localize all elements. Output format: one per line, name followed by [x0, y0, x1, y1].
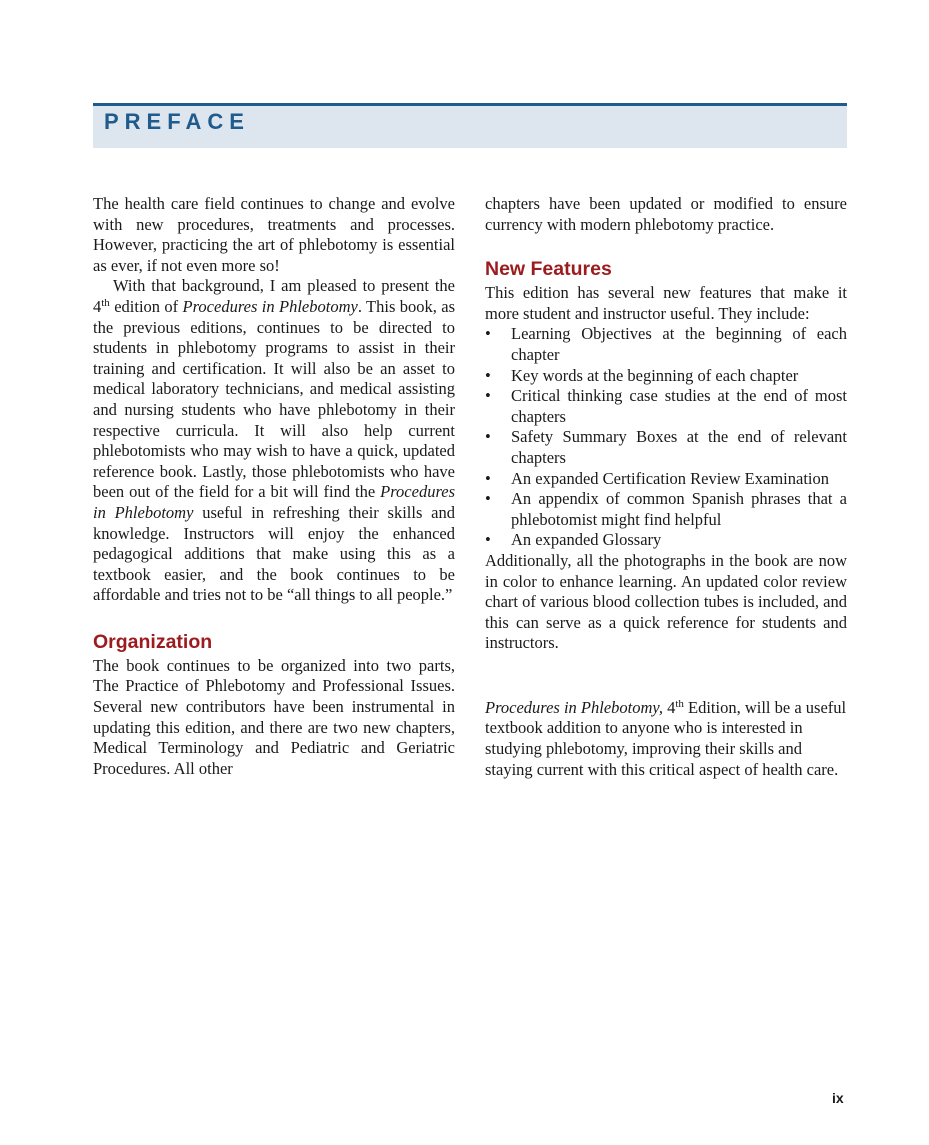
background-paragraph	[93, 276, 455, 606]
list-item	[485, 386, 847, 427]
intro-paragraph: The health care field continues to change and evolve with new procedures, treatments and processes. However, practicing the art of phlebotomy is essential as ever, if not even more so!	[93, 194, 455, 275]
organization-paragraph: The book continues to be organized into two parts, The Practice of Phlebotomy and Professional Issues. Several new contributors have been instrumental in updating this edition, and there are two new chapters, Medical Terminology and Pediatric and Geriatric Procedures. All other	[93, 655, 455, 778]
bullet-icon: •	[485, 489, 491, 509]
closing-paragraph	[485, 698, 847, 780]
page-title: PREFACE	[104, 109, 250, 134]
organization-heading: Organization	[93, 630, 213, 653]
background-text-3: . This book, as the previous editions, continues to be directed to students in phlebotomy programs to assist in their training and certification. It will also be an asset to medical laboratory technicians, and medical assisting and nursing students who have phlebotomy in their respective curricula. It will also help current phlebotomists who may wish to have a quick, updated reference book. Lastly, those phlebotomists who have been out of the field for a bit will find the	[93, 296, 456, 502]
list-item	[485, 530, 847, 551]
book-title: Procedures in Phlebotomy	[182, 296, 358, 316]
bullet-icon: •	[485, 365, 491, 385]
feature-text: An appendix of common Spanish phrases that a phlebotomist might find helpful	[511, 489, 847, 529]
continuation-paragraph: chapters have been updated or modified to ensure currency with modern phlebotomy practice.	[485, 194, 847, 234]
left-column	[93, 194, 455, 779]
list-item	[485, 489, 847, 530]
bullet-icon: •	[485, 530, 491, 550]
background-text-2: edition of	[109, 296, 183, 316]
closing-text-1: 4	[662, 697, 676, 717]
feature-text: Safety Summary Boxes at the end of relevant chapters	[511, 427, 847, 467]
additional-paragraph: Additionally, all the photographs in the book are now in color to enhance learning. An updated color review chart of various blood collection tubes is included, and this can serve as a quick reference for students and instructors.	[485, 550, 847, 653]
page-number: ix	[832, 1090, 844, 1106]
feature-text: Critical thinking case studies at the end of most chapters	[511, 386, 847, 426]
new-features-intro: This edition has several new features that make it more student and instructor useful. They include:	[485, 283, 847, 323]
preface-banner	[93, 103, 847, 148]
book-title-2: Procedures in Phlebotomy	[93, 482, 455, 522]
feature-text: An expanded Glossary	[511, 530, 662, 550]
bullet-icon: •	[485, 468, 491, 488]
new-features-heading: New Features	[485, 258, 612, 281]
features-list	[485, 324, 847, 551]
feature-text: Learning Objectives at the beginning of each chapter	[511, 324, 847, 364]
list-item	[485, 469, 847, 490]
edition-superscript: th	[101, 296, 110, 309]
list-item	[485, 366, 847, 387]
list-item	[485, 324, 847, 365]
right-column	[485, 194, 847, 780]
bullet-icon: •	[485, 386, 491, 406]
list-item	[485, 427, 847, 468]
closing-text-2: Edition, will be a useful textbook addition to anyone who is interested in studying phlebotomy, improving their skills and staying current with this critical aspect of health care.	[485, 697, 847, 779]
bullet-icon: •	[485, 324, 491, 344]
bullet-icon: •	[485, 427, 491, 447]
closing-book-title: Procedures in Phlebotomy,	[485, 697, 663, 717]
background-text-1: With that background, I am pleased to present the 4	[93, 276, 455, 316]
closing-superscript: th	[675, 697, 684, 710]
feature-text: Key words at the beginning of each chapter	[511, 365, 799, 385]
feature-text: An expanded Certification Review Examination	[511, 468, 829, 488]
background-text-4: useful in refreshing their skills and knowledge. Instructors will enjoy the enhanced pedagogical additions that make using this as a textbook easier, and the book continues to be affordable and tries not to be “all things to all people.”	[93, 502, 455, 605]
